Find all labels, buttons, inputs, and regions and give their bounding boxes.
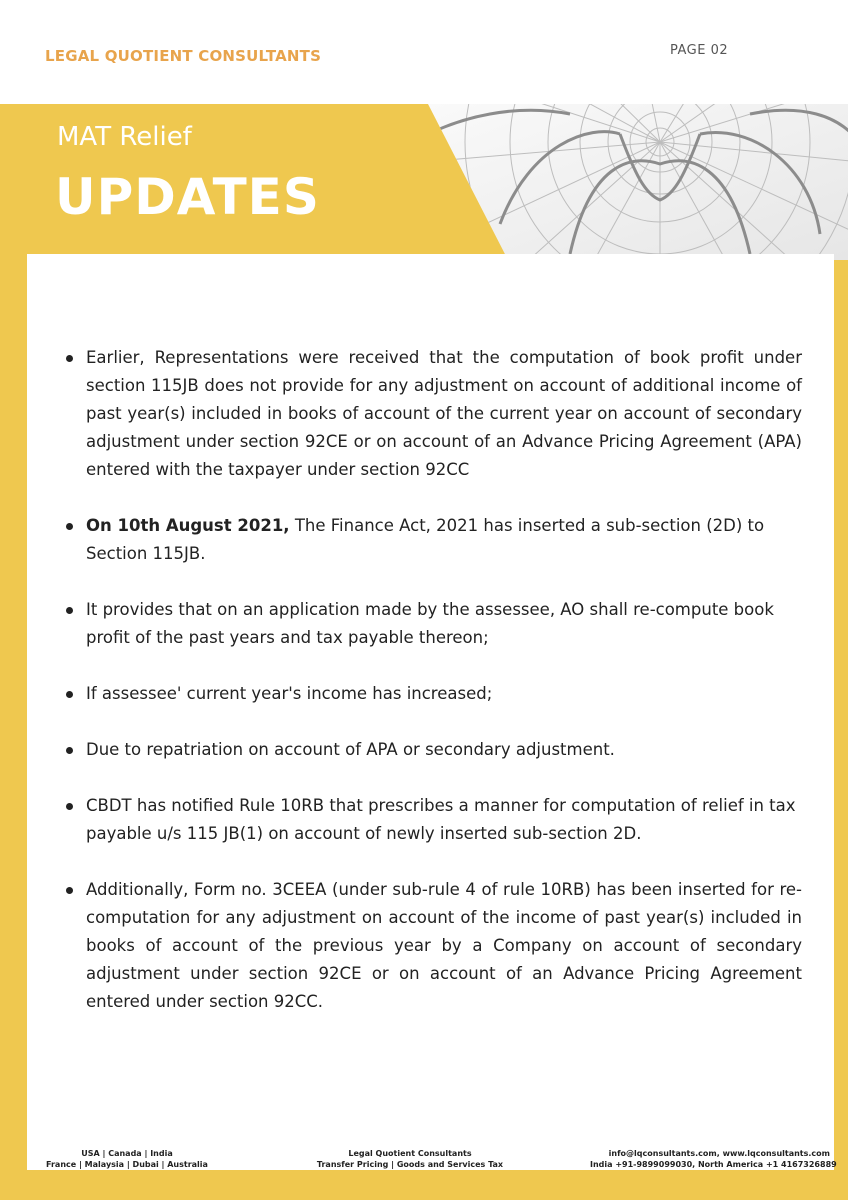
list-item	[62, 680, 802, 708]
bullet-dot-icon	[66, 523, 73, 530]
bullet-text: If assessee' current year's income has increased;	[86, 684, 493, 703]
bullet-text: Due to repatriation on account of APA or secondary adjustment.	[86, 740, 615, 759]
list-item	[62, 512, 802, 568]
bullet-text: Earlier, Representations were received that the computation of book profit under section 115JB does not provide for any adjustment on account of additional income of past year(s) included in books of account of the current year on account of secondary adjustment under section 92CE or on account of an Advance Pricing Agreement (APA) entered with the taxpayer under section 92CC	[86, 348, 802, 479]
footer-locations	[32, 1148, 222, 1170]
bullet-dot-icon	[66, 747, 73, 754]
footer-locations-line2: France | Malaysia | Dubai | Australia	[46, 1160, 208, 1169]
footer-contact-phone: India +91-9899099030, North America +1 4167326889	[590, 1160, 837, 1169]
bullet-dot-icon	[66, 887, 73, 894]
list-item	[62, 876, 802, 1016]
footer-locations-line1: USA | Canada | India	[81, 1149, 173, 1158]
bullet-text: The Finance Act, 2021 has inserted a sub-section (2D) to Section 115JB.	[86, 516, 765, 563]
footer-company-name: Legal Quotient Consultants	[348, 1149, 472, 1158]
list-item	[62, 792, 802, 848]
bullet-bold-lead: On 10th August 2021,	[86, 516, 290, 535]
footer-contact	[590, 1148, 837, 1170]
bullet-dot-icon	[66, 607, 73, 614]
bullet-dot-icon	[66, 355, 73, 362]
dome-ceiling-image	[420, 104, 848, 260]
list-item	[62, 736, 802, 764]
footer-services: Transfer Pricing | Goods and Services Tax	[316, 1160, 504, 1169]
bullet-dot-icon	[66, 803, 73, 810]
bullet-list	[62, 344, 802, 1044]
footer-contact-web[interactable]: info@lqconsultants.com, www.lqconsultants.com	[608, 1149, 830, 1158]
banner-title: UPDATES	[55, 168, 320, 226]
footer-company	[295, 1148, 525, 1170]
page-number: PAGE 02	[670, 43, 729, 58]
banner-subtitle: MAT Relief	[57, 122, 192, 152]
bullet-dot-icon	[66, 691, 73, 698]
firm-name: LEGAL QUOTIENT CONSULTANTS	[45, 47, 322, 65]
bullet-text: It provides that on an application made by the assessee, AO shall re-compute book profit of the past years and tax payable thereon;	[86, 600, 774, 647]
bullet-text: CBDT has notified Rule 10RB that prescribes a manner for computation of relief in tax payable u/s 115 JB(1) on account of newly inserted sub-section 2D.	[86, 796, 796, 843]
bullet-text: Additionally, Form no. 3CEEA (under sub-rule 4 of rule 10RB) has been inserted for re-computation for any adjustment on account of the income of past year(s) included in books of account of the previous year by a Company on account of secondary adjustment under section 92CE or on account of an Advance Pricing Agreement entered under section 92CC.	[86, 880, 802, 1011]
list-item	[62, 344, 802, 484]
list-item	[62, 596, 802, 652]
